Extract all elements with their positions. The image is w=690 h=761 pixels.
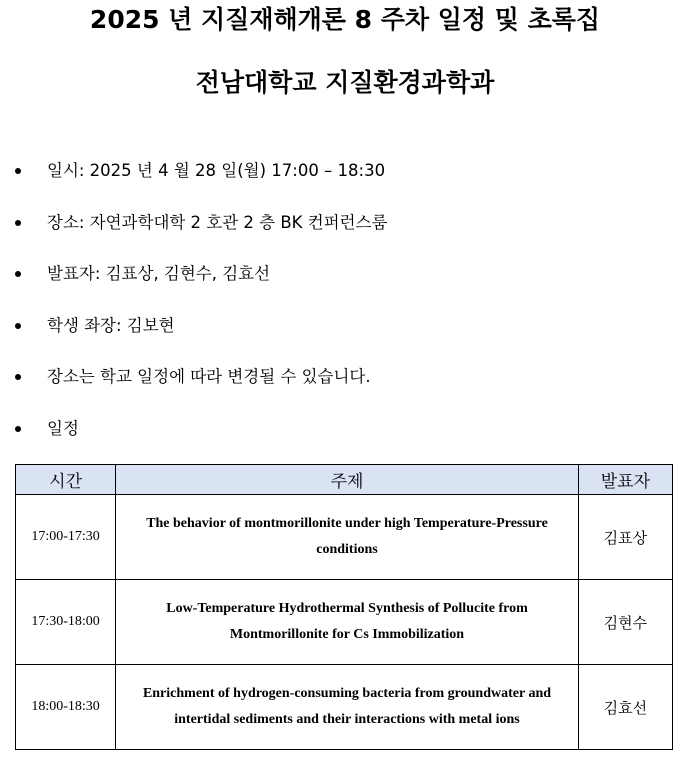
info-item-schedule	[0, 412, 690, 464]
info-item-location	[0, 206, 690, 258]
bullet-icon	[15, 374, 21, 380]
time-cell: 18:00-18:30	[16, 665, 116, 750]
info-list	[0, 154, 690, 464]
bullet-icon	[15, 426, 21, 432]
table-row	[16, 495, 673, 580]
bullet-icon	[15, 271, 21, 277]
bullet-icon	[15, 220, 21, 226]
time-cell: 17:00-17:30	[16, 495, 116, 580]
topic-line: intertidal sediments and their interactions with metal ions	[174, 712, 520, 727]
topic-cell	[116, 665, 579, 750]
table-row	[16, 580, 673, 665]
topic-line: Enrichment of hydrogen-consuming bacteria from groundwater and	[142, 686, 552, 701]
topic-line: Montmorillonite for Cs Immobilization	[229, 627, 465, 642]
schedule-table	[15, 464, 673, 750]
info-item-text: 장소: 자연과학대학 2 호관 2 층 BK 컨퍼런스룸	[47, 212, 388, 232]
topic-cell	[116, 495, 579, 580]
topic-line: Low-Temperature Hydrothermal Synthesis of Pollucite from	[166, 601, 528, 616]
column-header-time: 시간	[16, 465, 116, 495]
info-item-chair	[0, 309, 690, 361]
presenter-cell: 김현수	[578, 580, 672, 665]
time-cell: 17:30-18:00	[16, 580, 116, 665]
column-header-topic: 주제	[116, 465, 579, 495]
column-header-presenter: 발표자	[578, 465, 672, 495]
table-row	[16, 665, 673, 750]
info-item-text: 일정	[47, 418, 79, 438]
topic-cell	[116, 580, 579, 665]
bullet-icon	[15, 323, 21, 329]
presenter-cell: 김표상	[578, 495, 672, 580]
presenter-cell: 김효선	[578, 665, 672, 750]
info-item-datetime	[0, 154, 690, 206]
info-item-presenters	[0, 257, 690, 309]
info-item-notice	[0, 360, 690, 412]
bullet-icon	[15, 168, 21, 174]
topic-line: conditions	[316, 542, 378, 557]
table-header-row	[16, 465, 673, 495]
document-title: 2025 년 지질재해개론 8 주차 일정 및 초록집	[89, 5, 601, 34]
info-item-text: 학생 좌장: 김보현	[47, 315, 175, 335]
department-title: 전남대학교 지질환경과학과	[195, 68, 495, 97]
topic-line: The behavior of montmorillonite under high Temperature-Pressure	[146, 516, 548, 531]
info-item-text: 발표자: 김표상, 김현수, 김효선	[47, 264, 271, 284]
info-item-text: 장소는 학교 일정에 따라 변경될 수 있습니다.	[47, 367, 371, 387]
info-item-text: 일시: 2025 년 4 월 28 일(월) 17:00 – 18:30	[47, 161, 386, 180]
